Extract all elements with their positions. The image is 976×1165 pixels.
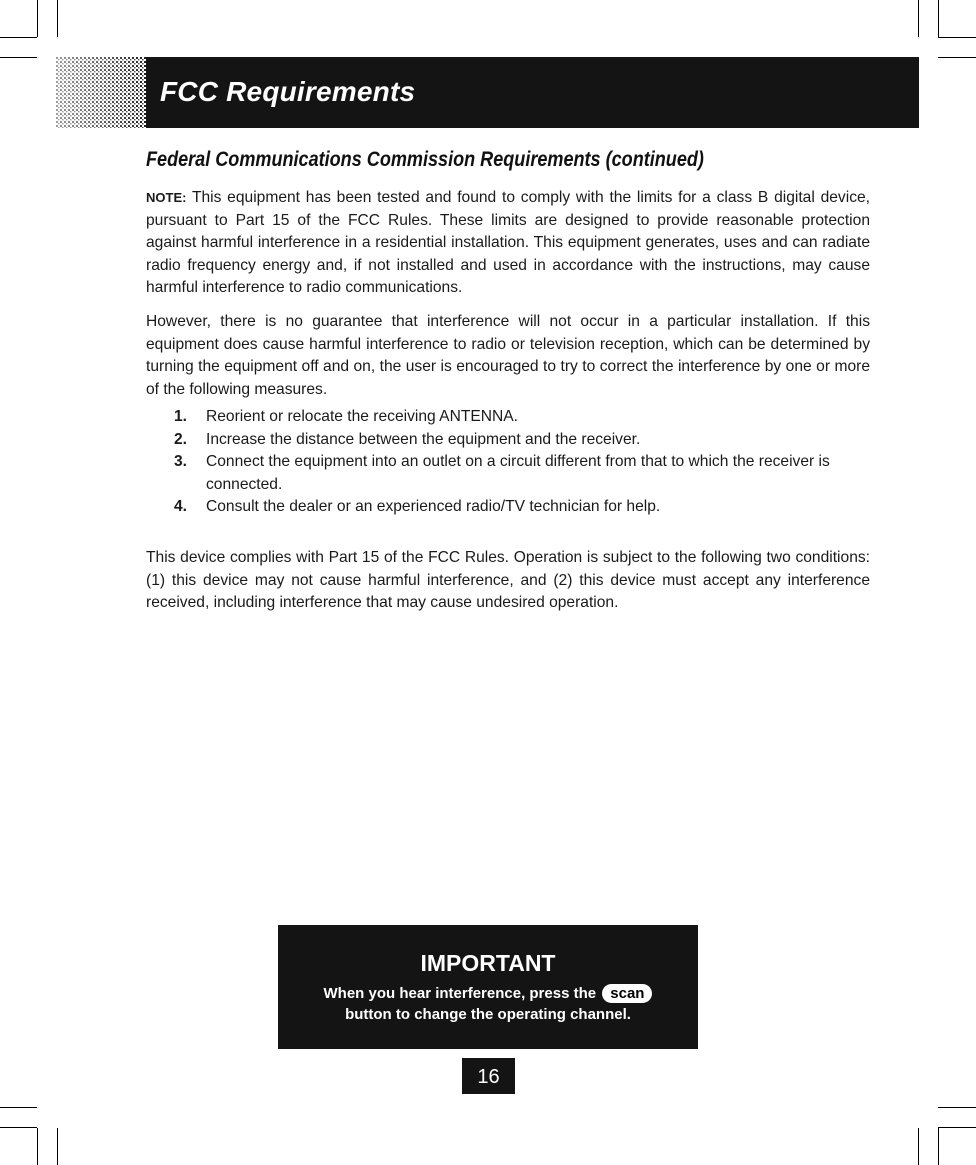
interference-paragraph: However, there is no guarantee that interference will not occur in a particular installation. If this equipment does cause harmful interference to radio or television reception, which can be determined by turning the equipment off and on, the user is encouraged to try to correct the interference by one or more of the following measures. <box>146 313 870 398</box>
crop-mark <box>938 1127 976 1128</box>
crop-mark <box>0 1127 37 1128</box>
list-item-number: 3. <box>174 453 188 470</box>
halftone-pattern-icon <box>56 57 146 128</box>
crop-mark <box>0 37 37 38</box>
crop-mark <box>57 0 58 37</box>
crop-mark <box>0 1107 37 1108</box>
list-item-text: Consult the dealer or an experienced radio/TV technician for help. <box>206 498 661 515</box>
list-item-text: Increase the distance between the equipment and the receiver. <box>206 430 641 448</box>
list-item-number: 1. <box>174 408 188 425</box>
crop-mark <box>918 0 919 37</box>
crop-mark <box>938 1107 976 1108</box>
crop-mark <box>37 0 38 37</box>
note-text: This equipment has been tested and found to comply with the limits for a class B digital device, pursuant to Part 15 of the FCC Rules. These limits are designed to provide reasonable protection against harmful interference in a residential installation. This equipment generates, uses and can radiate radio frequency energy and, if not installed and used in accordance with the instructions, may cause harmful interference to radio communications. <box>146 189 870 296</box>
important-title: IMPORTANT <box>420 950 556 976</box>
list-item-text: Reorient or relocate the receiving ANTENNA. <box>206 408 519 425</box>
list-item <box>146 451 870 496</box>
list-item-number: 4. <box>174 498 188 515</box>
crop-mark <box>57 1128 58 1165</box>
list-item <box>146 429 870 452</box>
important-text-before: When you hear interference, press the <box>323 985 597 1002</box>
crop-mark <box>938 57 976 58</box>
note-paragraph <box>146 187 870 300</box>
page-number: 16 <box>462 1058 515 1094</box>
scan-button: scan <box>602 984 652 1003</box>
compliance-paragraph: This device complies with Part 15 of the FCC Rules. Operation is subject to the following two conditions: (1) this device may not cause harmful interference, and (2) this device must accept any interference received, including interference that may cause undesired operation. <box>146 549 870 611</box>
list-item-number: 2. <box>174 430 188 448</box>
section-subtitle: Federal Communications Commission Requirements (continued) <box>146 148 704 171</box>
page-title: FCC Requirements <box>160 76 416 107</box>
important-text-after: button to change the operating channel. <box>345 1006 631 1023</box>
list-item-text: Connect the equipment into an outlet on a circuit different from that to which the receiver is connected. <box>206 453 830 493</box>
crop-mark <box>37 1128 38 1165</box>
list-item <box>146 406 870 429</box>
crop-mark <box>938 37 976 38</box>
crop-mark <box>0 57 37 58</box>
important-text <box>278 983 698 1025</box>
list-item <box>146 496 870 519</box>
note-label: NOTE: <box>146 190 187 205</box>
crop-mark <box>938 0 939 37</box>
important-box <box>278 925 698 1049</box>
crop-mark <box>918 1128 919 1165</box>
crop-mark <box>938 1128 939 1165</box>
measures-list <box>146 406 870 519</box>
